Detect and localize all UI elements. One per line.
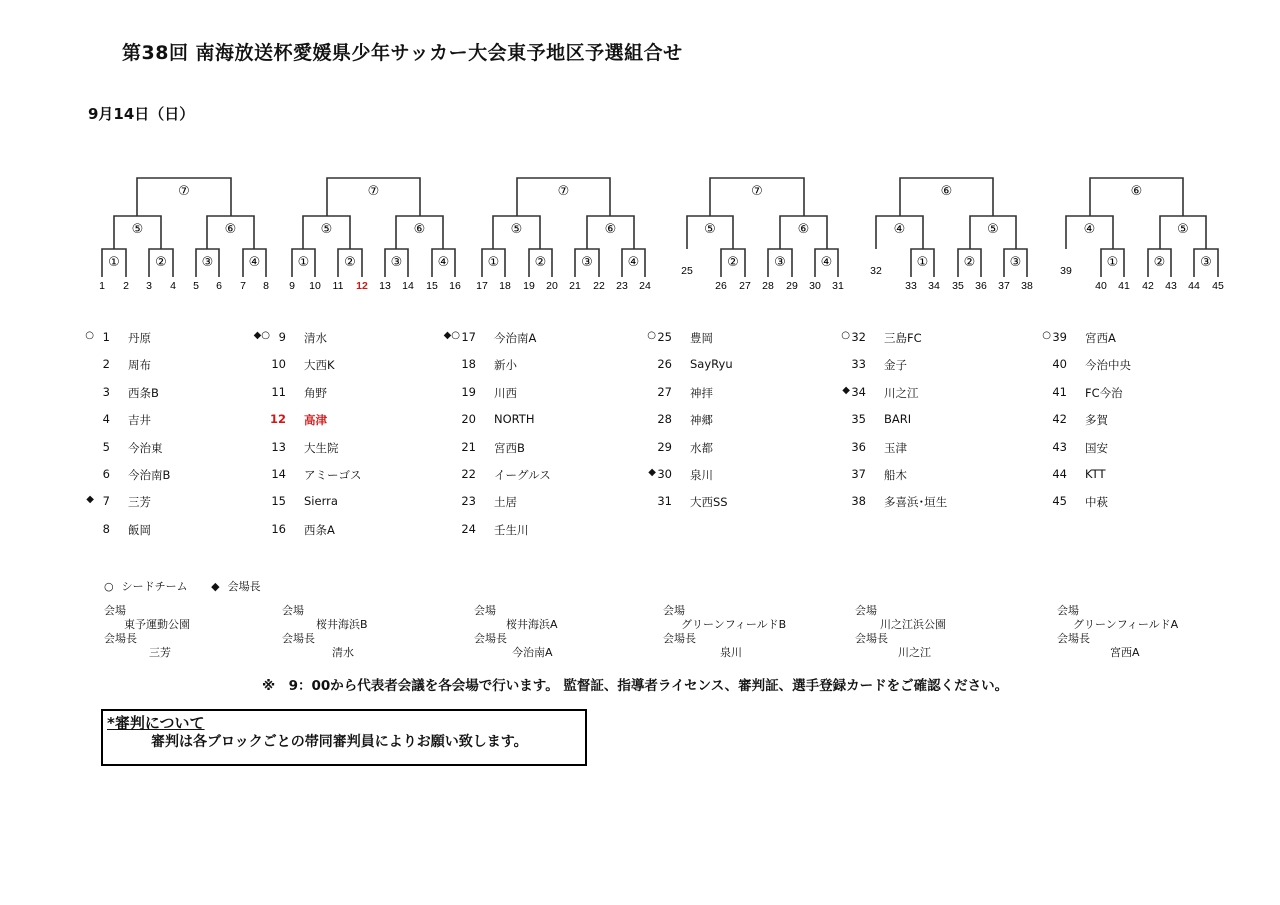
team-name: NORTH: [494, 412, 535, 427]
team-name: 高津: [304, 413, 327, 428]
team-number: 17: [461, 330, 476, 344]
venue-block-6: [1057, 604, 1178, 660]
bracket-team-number: 33: [905, 280, 917, 292]
venue-name: 桜井海浜B: [316, 618, 368, 631]
match-number-label: ⑥: [604, 222, 617, 237]
team-number: 30: [657, 466, 672, 481]
team-number: 34: [851, 384, 866, 399]
match-number-label: ③: [390, 255, 403, 270]
venue-name: 桜井海浜A: [506, 618, 558, 631]
venue-chief-name: 今治南A: [512, 646, 553, 659]
bracket-team-number: 21: [569, 280, 581, 292]
venue-block-3: [474, 604, 558, 660]
bracket-team-number: 34: [928, 280, 940, 292]
venue-block-5: [855, 604, 946, 660]
bracket-team-number: 12: [356, 280, 368, 292]
match-number-label: ⑥: [1130, 184, 1143, 199]
bracket-team-number: 44: [1188, 280, 1200, 292]
team-name: 今治南B: [128, 467, 171, 482]
bracket-team-number: 35: [952, 280, 964, 292]
team-number: 38: [851, 494, 866, 509]
match-number-label: ①: [1106, 255, 1119, 270]
legend: [104, 578, 269, 594]
match-number-label: ⑤: [131, 222, 144, 237]
team-name: 三芳: [128, 495, 151, 510]
team-name: 大生院: [304, 440, 339, 455]
match-number-label: ④: [893, 222, 906, 237]
venue-label: 会場: [282, 604, 304, 617]
team-name: 水都: [690, 440, 713, 455]
match-number-label: ②: [534, 255, 547, 270]
match-number-label: ⑤: [1177, 222, 1189, 237]
team-number: 24: [461, 521, 476, 536]
team-number: 2: [102, 357, 110, 372]
bracket-team-number: 18: [499, 280, 511, 292]
team-name: イーグルス: [494, 467, 551, 482]
bracket-team-number: 42: [1142, 280, 1154, 292]
chief-seed-marker-icon: ◆: [648, 466, 656, 478]
referee-title: *審判について: [107, 714, 205, 732]
bracket-team-number: 37: [998, 280, 1010, 292]
team-number: 14: [271, 466, 286, 481]
venue-chief-label: 会場長: [104, 632, 137, 645]
bracket-team-number: 19: [523, 280, 535, 292]
team-number: 28: [657, 412, 672, 427]
venue-name: グリーンフィールドA: [1073, 618, 1179, 631]
venue-label: 会場: [663, 604, 685, 617]
bracket-team-number: 1: [99, 280, 105, 292]
match-number-label: ④: [820, 255, 833, 270]
team-name: Sierra: [304, 494, 338, 509]
team-name: 川西: [494, 385, 517, 400]
venue-chief-label: 会場長: [663, 632, 696, 645]
bracket-team-number: 29: [786, 280, 798, 292]
team-number: 13: [271, 439, 286, 454]
team-name: 大西K: [304, 358, 335, 373]
team-number: 23: [461, 494, 476, 509]
bracket-team-number: 17: [476, 280, 488, 292]
team-number: 12: [269, 412, 286, 427]
venue-block-2: [282, 604, 368, 660]
team-name: 西条A: [304, 522, 335, 537]
team-number: 37: [851, 466, 866, 481]
match-number-label: ④: [1083, 222, 1096, 237]
team-name: 壬生川: [494, 522, 529, 537]
bracket-team-number: 40: [1095, 280, 1107, 292]
team-number: 9: [278, 330, 286, 344]
seed-marker-icon: ○: [85, 330, 94, 341]
team-number: 41: [1052, 384, 1067, 399]
bracket-team-number: 36: [975, 280, 987, 292]
tournament-brackets: [0, 0, 1280, 300]
match-number-label: ⑤: [987, 222, 999, 237]
team-name: KTT: [1085, 466, 1106, 481]
team-number: 40: [1052, 357, 1067, 372]
bracket-team-number: 10: [309, 280, 321, 292]
venue-chief-label: 会場長: [1057, 632, 1090, 645]
match-number-label: ⑦: [178, 184, 190, 199]
seed-label: シードチーム: [121, 580, 188, 593]
match-number-label: ③: [774, 255, 786, 270]
match-number-label: ①: [108, 255, 120, 270]
team-name: 中萩: [1085, 495, 1108, 510]
team-name: 三島FC: [884, 331, 922, 345]
team-name: 今治東: [128, 440, 163, 455]
team-name: 多賀: [1085, 413, 1108, 428]
bracket-team-number: 41: [1118, 280, 1130, 292]
match-number-label: ④: [248, 255, 261, 270]
team-number: 4: [102, 412, 110, 427]
bracket-team-number: 3: [146, 280, 152, 292]
match-number-label: ②: [155, 255, 167, 270]
venue-block-4: [663, 604, 786, 660]
match-number-label: ⑦: [557, 184, 570, 199]
match-number-label: ⑦: [751, 184, 763, 199]
team-number: 29: [657, 439, 672, 454]
team-number: 22: [461, 466, 476, 481]
bracket-team-number: 23: [616, 280, 628, 292]
referee-box: [101, 709, 587, 766]
notice-text: ※ 9：00から代表者会議を各会場で行います。 監督証、指導者ライセンス、審判証、選手登録カードをご確認ください。: [262, 678, 1009, 694]
venue-name: グリーンフィールドB: [681, 618, 787, 631]
team-name: 清水: [304, 331, 327, 345]
team-number: 43: [1052, 439, 1067, 454]
bracket-block-1: [99, 178, 269, 292]
team-number: 39: [1052, 330, 1067, 344]
venue-name: 川之江浜公園: [880, 618, 946, 631]
match-number-label: ②: [727, 255, 739, 270]
team-number: 18: [461, 357, 476, 372]
bracket-team-number: 6: [216, 280, 222, 292]
bracket-team-number: 30: [809, 280, 821, 292]
team-name: 神拝: [690, 385, 713, 400]
bracket-team-number: 20: [546, 280, 558, 292]
bracket-team-number: 45: [1212, 280, 1224, 292]
team-number: 27: [657, 384, 672, 399]
bracket-team-number: 28: [762, 280, 774, 292]
bracket-team-number: 25: [681, 265, 693, 277]
seed-icon: ○: [104, 580, 114, 593]
team-name: 角野: [304, 385, 327, 400]
team-name: 宮西B: [494, 440, 525, 455]
bracket-team-number: 31: [832, 280, 844, 292]
match-number-label: ②: [963, 255, 976, 270]
chief-seed-marker-icon: ◆: [842, 384, 850, 396]
match-number-label: ④: [437, 255, 450, 270]
team-number: 42: [1052, 412, 1067, 427]
page-title: 第38回 南海放送杯愛媛県少年サッカー大会東予地区予選組合せ: [122, 42, 683, 64]
match-number-label: ⑤: [320, 222, 333, 237]
team-number: 33: [851, 357, 866, 372]
match-number-label: ①: [297, 255, 310, 270]
bracket-block-6: [1060, 178, 1224, 292]
chief-label: 会場長: [227, 580, 261, 593]
team-name: SayRyu: [690, 357, 733, 372]
venue-name: 東予運動公園: [124, 618, 190, 631]
venue-chief-label: 会場長: [855, 632, 888, 645]
match-number-label: ③: [1009, 255, 1022, 270]
match-number-label: ②: [344, 255, 356, 270]
seed-marker-icon: ○: [1042, 330, 1051, 341]
match-number-label: ⑥: [413, 222, 426, 237]
bracket-team-number: 8: [263, 280, 269, 292]
venue-label: 会場: [1057, 604, 1079, 617]
venue-chief-label: 会場長: [474, 632, 507, 645]
chief-seed-marker-icon: ◆○: [253, 330, 270, 341]
team-name: 吉井: [128, 413, 151, 428]
team-number: 6: [102, 466, 110, 481]
bracket-team-number: 2: [123, 280, 129, 292]
match-date: 9月14日（日）: [88, 105, 195, 123]
bracket-team-number: 26: [715, 280, 727, 292]
team-name: BARI: [884, 412, 912, 427]
venue-block-1: [104, 604, 190, 660]
bracket-block-4: [681, 178, 844, 292]
team-number: 5: [102, 439, 110, 454]
team-number: 10: [271, 357, 286, 372]
bracket-block-5: [870, 178, 1033, 292]
venue-chief-name: 三芳: [149, 646, 171, 659]
team-number: 25: [657, 330, 672, 344]
venue-label: 会場: [104, 604, 126, 617]
team-name: FC今治: [1085, 385, 1123, 400]
chief-seed-marker-icon: ◆: [86, 494, 94, 506]
team-number: 3: [102, 384, 110, 399]
match-number-label: ①: [487, 255, 500, 270]
team-number: 7: [102, 494, 110, 509]
team-number: 19: [461, 384, 476, 399]
venue-chief-label: 会場長: [282, 632, 315, 645]
bracket-team-number: 39: [1060, 265, 1072, 277]
seed-marker-icon: ○: [841, 330, 850, 341]
match-number-label: ③: [201, 255, 214, 270]
team-number: 8: [102, 521, 110, 536]
team-name: 宮西A: [1085, 331, 1116, 345]
bracket-team-number: 24: [639, 280, 651, 292]
team-number: 36: [851, 439, 866, 454]
team-name: 川之江: [884, 385, 919, 400]
bracket-team-number: 27: [739, 280, 751, 292]
venue-chief-name: 川之江: [898, 646, 931, 659]
match-number-label: ⑤: [510, 222, 523, 237]
team-number: 1: [102, 330, 110, 344]
team-number: 44: [1052, 466, 1067, 481]
match-number-label: ①: [916, 255, 929, 270]
bracket-block-3: [476, 178, 651, 292]
team-name: 船木: [884, 467, 907, 482]
team-name: 神郷: [690, 413, 713, 428]
bracket-team-number: 7: [240, 280, 246, 292]
match-number-label: ③: [581, 255, 593, 270]
team-name: 周布: [128, 358, 151, 373]
bracket-team-number: 22: [593, 280, 605, 292]
bracket-team-number: 38: [1021, 280, 1033, 292]
team-name: 泉川: [690, 467, 713, 482]
team-name: 新小: [494, 358, 517, 373]
chief-seed-marker-icon: ◆○: [443, 330, 460, 341]
team-number: 32: [851, 330, 866, 344]
match-number-label: ⑤: [704, 222, 716, 237]
team-name: 今治南A: [494, 331, 537, 345]
match-number-label: ⑥: [797, 222, 810, 237]
team-number: 20: [461, 412, 476, 427]
team-number: 31: [657, 494, 672, 509]
bracket-team-number: 16: [449, 280, 461, 292]
bracket-team-number: 15: [426, 280, 438, 292]
team-number: 21: [461, 439, 476, 454]
team-name: 多喜浜･垣生: [884, 495, 948, 510]
team-name: 国安: [1085, 440, 1108, 455]
venue-chief-name: 泉川: [720, 646, 742, 659]
team-name: 土居: [494, 495, 517, 510]
team-name: 今治中央: [1085, 358, 1131, 373]
team-name: 丹原: [128, 331, 151, 345]
bracket-team-number: 14: [402, 280, 414, 292]
team-name: 大西SS: [690, 495, 728, 510]
seed-marker-icon: ○: [647, 330, 656, 341]
bracket-team-number: 5: [193, 280, 199, 292]
chief-icon: ◆: [211, 580, 220, 593]
team-number: 35: [851, 412, 866, 427]
bracket-team-number: 32: [870, 265, 882, 277]
match-number-label: ④: [627, 255, 640, 270]
team-name: 金子: [884, 358, 907, 373]
match-number-label: ⑥: [224, 222, 237, 237]
venue-chief-name: 宮西A: [1110, 646, 1140, 659]
bracket-team-number: 4: [170, 280, 176, 292]
team-number: 26: [657, 357, 672, 372]
match-number-label: ⑥: [940, 184, 953, 199]
venue-chief-name: 清水: [332, 646, 354, 659]
team-name: 豊岡: [690, 331, 713, 345]
referee-body: 審判は各ブロックごとの帯同審判員によりお願い致します。: [151, 734, 528, 750]
team-number: 16: [271, 521, 286, 536]
team-number: 45: [1052, 494, 1067, 509]
match-number-label: ②: [1153, 255, 1166, 270]
team-name: 西条B: [128, 385, 159, 400]
team-name: アミーゴス: [304, 467, 362, 482]
bracket-team-number: 9: [289, 280, 295, 292]
bracket-team-number: 11: [332, 280, 344, 292]
match-number-label: ⑦: [367, 184, 380, 199]
team-number: 11: [271, 384, 286, 399]
bracket-team-number: 43: [1165, 280, 1177, 292]
venue-label: 会場: [474, 604, 496, 617]
team-name: 玉津: [884, 440, 907, 455]
match-number-label: ③: [1200, 255, 1212, 270]
bracket-team-number: 13: [379, 280, 391, 292]
venue-label: 会場: [855, 604, 877, 617]
team-name: 飯岡: [128, 522, 151, 537]
bracket-block-2: [289, 178, 461, 292]
team-number: 15: [271, 494, 286, 509]
